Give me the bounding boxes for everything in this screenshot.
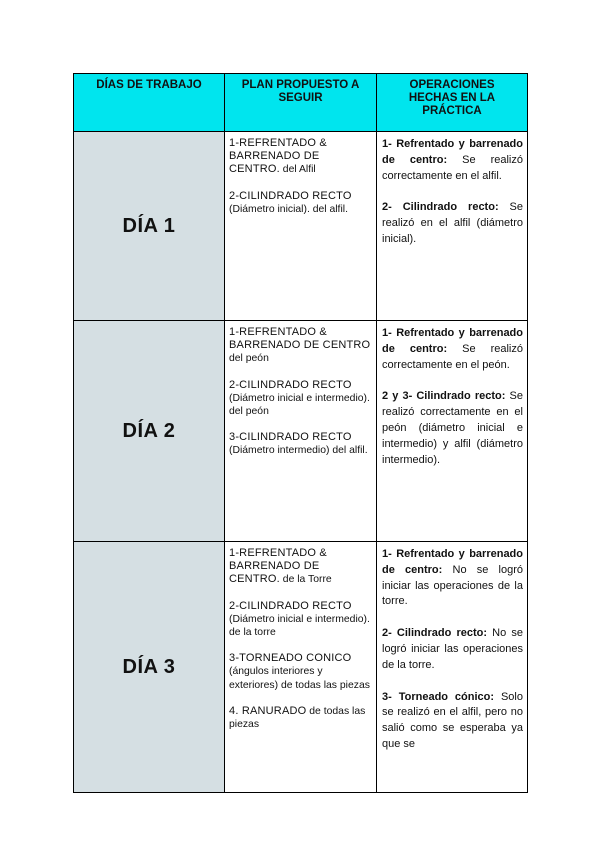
operations-cell: [377, 321, 528, 542]
plan-item: 4. RANURADO de todas las piezas: [229, 704, 366, 731]
operation-item: 2- Cilindrado recto: No se logró iniciar las operaciones de la torre.: [382, 627, 523, 671]
plan-item: 2-CILINDRADO RECTO (Diámetro inicial). del alfil.: [229, 189, 352, 215]
table-row: [74, 542, 528, 793]
plan-item: 1-REFRENTADO & BARRENADO DE CENTRO del peón: [229, 326, 371, 365]
header-plan: PLAN PROPUESTO A SEGUIR: [225, 74, 377, 132]
table-row: [74, 132, 528, 321]
operations-cell: [377, 542, 528, 793]
operation-item: 1- Refrentado y barrenado de centro: Se realizó correctamente en el alfil.: [382, 138, 523, 182]
work-plan-table: [73, 73, 528, 793]
operation-item: 1- Refrentado y barrenado de centro: Se realizó correctamente en el peón.: [382, 327, 523, 371]
day-label: DÍA 3: [74, 542, 225, 793]
day-label: DÍA 1: [74, 132, 225, 321]
header-days: DÍAS DE TRABAJO: [74, 74, 225, 132]
header-operations: OPERACIONES HECHAS EN LA PRÁCTICA: [377, 74, 528, 132]
operation-item: 2 y 3- Cilindrado recto: Se realizó correctamente en el peón (diámetro inicial e intermedio) y alfil (diámetro intermedio).: [382, 390, 523, 466]
operation-item: 2- Cilindrado recto: Se realizó en el alfil (diámetro inicial).: [382, 201, 524, 245]
table-row: [74, 321, 528, 542]
operation-item: 1- Refrentado y barrenado de centro: No se logró iniciar las operaciones de la torre.: [382, 548, 523, 608]
plan-item: 2-CILINDRADO RECTO (Diámetro inicial e intermedio). del peón: [229, 378, 370, 418]
header-row: [74, 74, 528, 132]
plan-item: 3-CILINDRADO RECTO (Diámetro intermedio) del alfil.: [229, 431, 368, 457]
operations-cell: [377, 132, 528, 321]
plan-cell: [225, 132, 377, 321]
plan-item: 1-REFRENTADO & BARRENADO DE CENTRO. de la Torre: [229, 547, 332, 586]
operation-item: 3- Torneado cónico: Solo se realizó en el alfil, pero no salió como se esperaba ya que se: [382, 690, 523, 750]
plan-item: 2-CILINDRADO RECTO (Diámetro inicial e intermedio). de la torre: [229, 599, 370, 639]
plan-item: 1-REFRENTADO & BARRENADO DE CENTRO. del Alfil: [229, 137, 327, 176]
plan-cell: [225, 321, 377, 542]
plan-item: 3-TORNEADO CONICO (ángulos interiores y exteriores) de todas las piezas: [229, 652, 370, 691]
day-label: DÍA 2: [74, 321, 225, 542]
plan-cell: [225, 542, 377, 793]
